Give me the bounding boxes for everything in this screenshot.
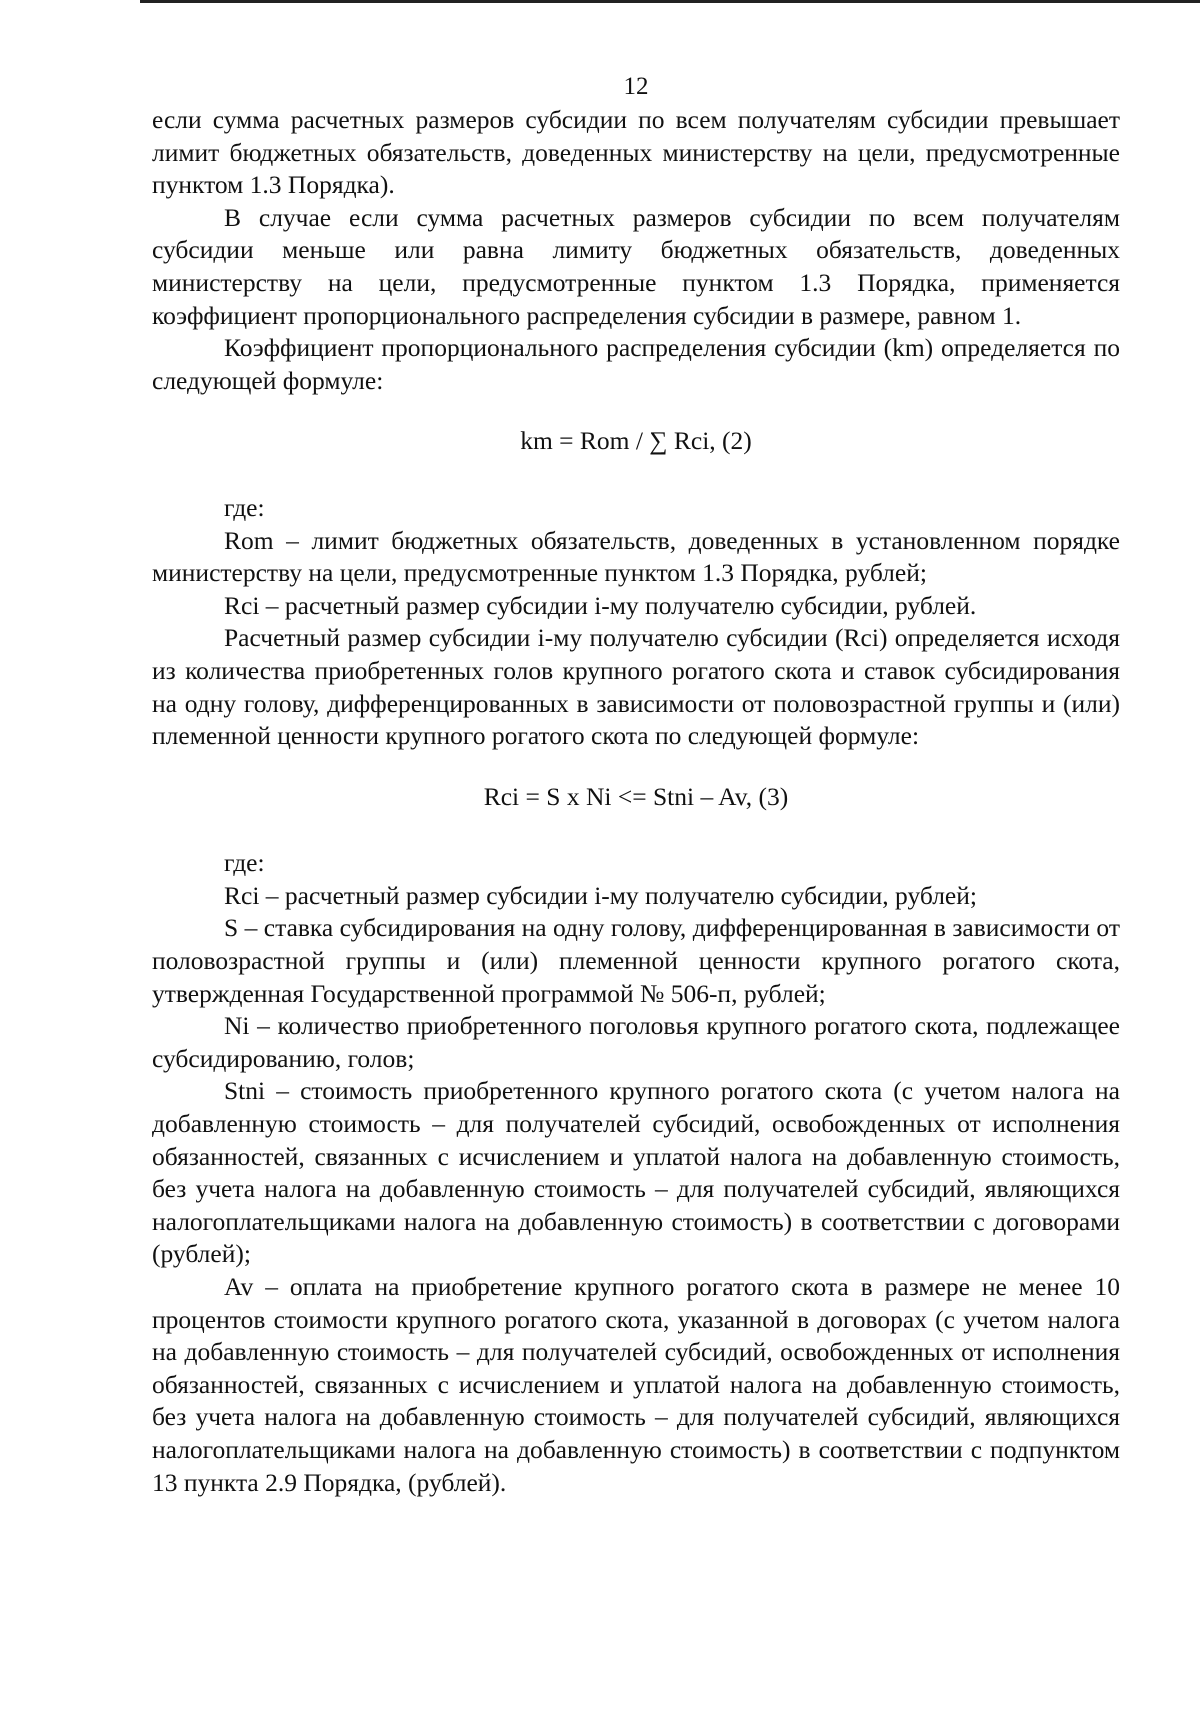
document-page [152,70,1120,1499]
formula-3: Rci = S x Ni <= Stni – Av, (3) [483,781,789,811]
page-number: 12 [623,73,649,100]
definition-rci-2: Rci – расчетный размер субсидии i-му получателю субсидии, рублей; [224,880,977,910]
where-label-1: где: [224,492,265,522]
definition-rom: Rom – лимит бюджетных обязательств, доведенных в установленном порядке министерству на цели, предусмотренные пунктом 1.3 Порядка, рублей; [152,525,1120,588]
definition-rci: Rci – расчетный размер субсидии i-му получателю субсидии, рублей. [224,590,977,620]
paragraph-coefficient-condition: В случае если сумма расчетных размеров субсидии по всем получателям субсидии меньше или равна лимиту бюджетных обязательств, доведенных министерству на цели, предусмотренные пунктом 1.3 Порядка, применяется коэффициент пропорционального распределения субсидии в размере, равном 1. [152,202,1120,330]
definition-stni: Stni – стоимость приобретенного крупного рогатого скота (с учетом налога на добавленную стоимость – для получателей субсидий, освобожденных от исполнения обязанностей, связанных с исчислением и уплатой налога на добавленную стоимость, без учета налога на добавленную стоимость – для получателей субсидий, являющихся налогоплательщиками налога на добавленную стоимость) в соответствии с договорами (рублей); [152,1076,1120,1269]
formula-2: km = Rom / ∑ Rci, (2) [520,426,752,456]
definition-s: S – ставка субсидирования на одну голову, дифференцированная в зависимости от половозрастной группы и (или) племенной ценности крупного рогатого скота, утвержденная Государственной программой № 506-п, рублей; [152,913,1120,1008]
top-border-line [140,0,1200,3]
where-label-2: где: [224,848,265,878]
paragraph-continuation: если сумма расчетных размеров субсидии по всем получателям субсидии превышает лимит бюджетных обязательств, доведенных министерству на цели, предусмотренные пунктом 1.3 Порядка). [152,105,1120,200]
paragraph-rci-intro: Расчетный размер субсидии i-му получателю субсидии (Rci) определяется исходя из количества приобретенных голов крупного рогатого скота и ставок субсидирования на одну голову, дифференцированных в зависимости от половозрастной группы и (или) племенной ценности крупного рогатого скота по следующей формуле: [152,623,1120,751]
definition-ni: Ni – количество приобретенного поголовья крупного рогатого скота, подлежащее субсидированию, голов; [152,1011,1120,1073]
paragraph-coefficient-intro: Коэффициент пропорционального распределения субсидии (km) определяется по следующей формуле: [152,333,1120,395]
definition-av: Av – оплата на приобретение крупного рогатого скота в размере не менее 10 процентов стоимости крупного рогатого скота, указанной в договорах (с учетом налога на добавленную стоимость – для получателей субсидий, освобожденных от исполнения обязанностей, связанных с исчислением и уплатой налога на добавленную стоимость, без учета налога на добавленную стоимость – для получателей субсидий, являющихся налогоплательщиками налога на добавленную стоимость) в соответствии с подпунктом 13 пункта 2.9 Порядка, (рублей). [152,1272,1120,1497]
